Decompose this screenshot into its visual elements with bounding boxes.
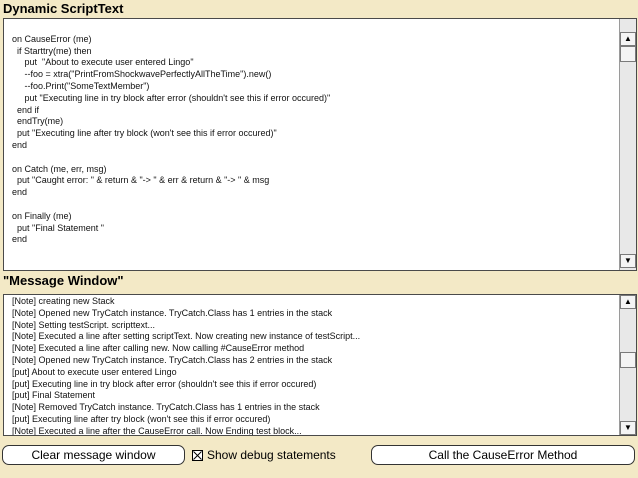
script-line: --foo.Print("SomeTextMember"): [12, 80, 150, 91]
scroll-up-arrow-icon[interactable]: ▲: [620, 295, 636, 309]
x-check-icon[interactable]: [192, 450, 203, 461]
message-line: [Note] Opened new TryCatch instance. TryCatch.Class has 2 entries in the stack: [12, 354, 333, 365]
show-debug-label: Show debug statements: [207, 448, 336, 462]
message-section-title: "Message Window": [3, 273, 124, 288]
script-line: [12, 152, 618, 164]
message-window-panel[interactable]: [3, 294, 637, 436]
script-line: put "Caught error: " & return & "-> " & err & return & "-> " & msg: [12, 175, 270, 186]
call-cause-error-button[interactable]: [371, 445, 635, 465]
clear-message-window-button[interactable]: [2, 445, 185, 465]
script-line: end if: [12, 104, 40, 115]
script-line: end: [12, 187, 28, 198]
script-text-content[interactable]: [12, 22, 618, 246]
message-line: [put] Executing line after try block (won't see this if error occured): [12, 413, 271, 424]
script-line: end: [12, 234, 28, 245]
script-line: on Finally (me): [12, 210, 72, 221]
script-line: put "Final Statement ": [12, 222, 104, 233]
script-text-panel[interactable]: [3, 18, 637, 271]
script-line: end: [12, 139, 28, 150]
script-line: put "About to execute user entered Lingo": [12, 57, 194, 68]
message-line: [put] About to execute user entered Lingo: [12, 366, 177, 377]
message-line: [Note] Removed TryCatch instance. TryCatch.Class has 1 entries in the stack: [12, 402, 320, 413]
script-line: --foo = xtra("PrintFromShockwavePerfectlyAllTheTime").new(): [12, 69, 272, 80]
message-scroll-thumb[interactable]: [620, 352, 636, 368]
message-line: [Note] Executed a line after calling new. Now calling #CauseError method: [12, 343, 305, 354]
script-section-title: Dynamic ScriptText: [3, 1, 124, 16]
script-line: on CauseError (me): [12, 33, 92, 44]
message-line: [Note] Opened new TryCatch instance. TryCatch.Class has 1 entries in the stack: [12, 307, 333, 318]
script-line: endTry(me): [12, 116, 64, 127]
message-scrollbar[interactable]: [619, 295, 636, 435]
script-line: put "Executing line after try block (won't see this if error occured)": [12, 128, 277, 139]
script-line: [12, 199, 618, 211]
message-line: [Note] Executed a line after the CauseError call. Now Ending test block...: [12, 425, 302, 436]
script-line: on Catch (me, err, msg): [12, 163, 107, 174]
script-scrollbar[interactable]: [619, 19, 636, 270]
scroll-up-arrow-icon[interactable]: ▲: [620, 32, 636, 46]
script-line: [12, 22, 618, 34]
message-line: [put] Executing line in try block after error (shouldn't see this if error occured): [12, 378, 317, 389]
script-line: if Starttry(me) then: [12, 45, 92, 56]
message-window-content[interactable]: [12, 296, 618, 436]
script-line: put "Executing line in try block after error (shouldn't see this if error occured)": [12, 92, 331, 103]
clear-button-label: Clear message window: [31, 448, 156, 462]
show-debug-checkbox[interactable]: [192, 447, 336, 463]
message-line: [Note] Executed a line after setting scriptText. Now creating new instance of testScript...: [12, 331, 361, 342]
message-line: [Note] Setting testScript. scripttext...: [12, 319, 156, 330]
script-scroll-thumb[interactable]: [620, 46, 636, 62]
scroll-down-arrow-icon[interactable]: ▼: [620, 421, 636, 435]
call-cause-error-label: Call the CauseError Method: [428, 448, 578, 462]
message-line: [put] Final Statement: [12, 390, 96, 401]
scroll-down-arrow-icon[interactable]: ▼: [620, 254, 636, 268]
message-line: [Note] creating new Stack: [12, 296, 115, 306]
